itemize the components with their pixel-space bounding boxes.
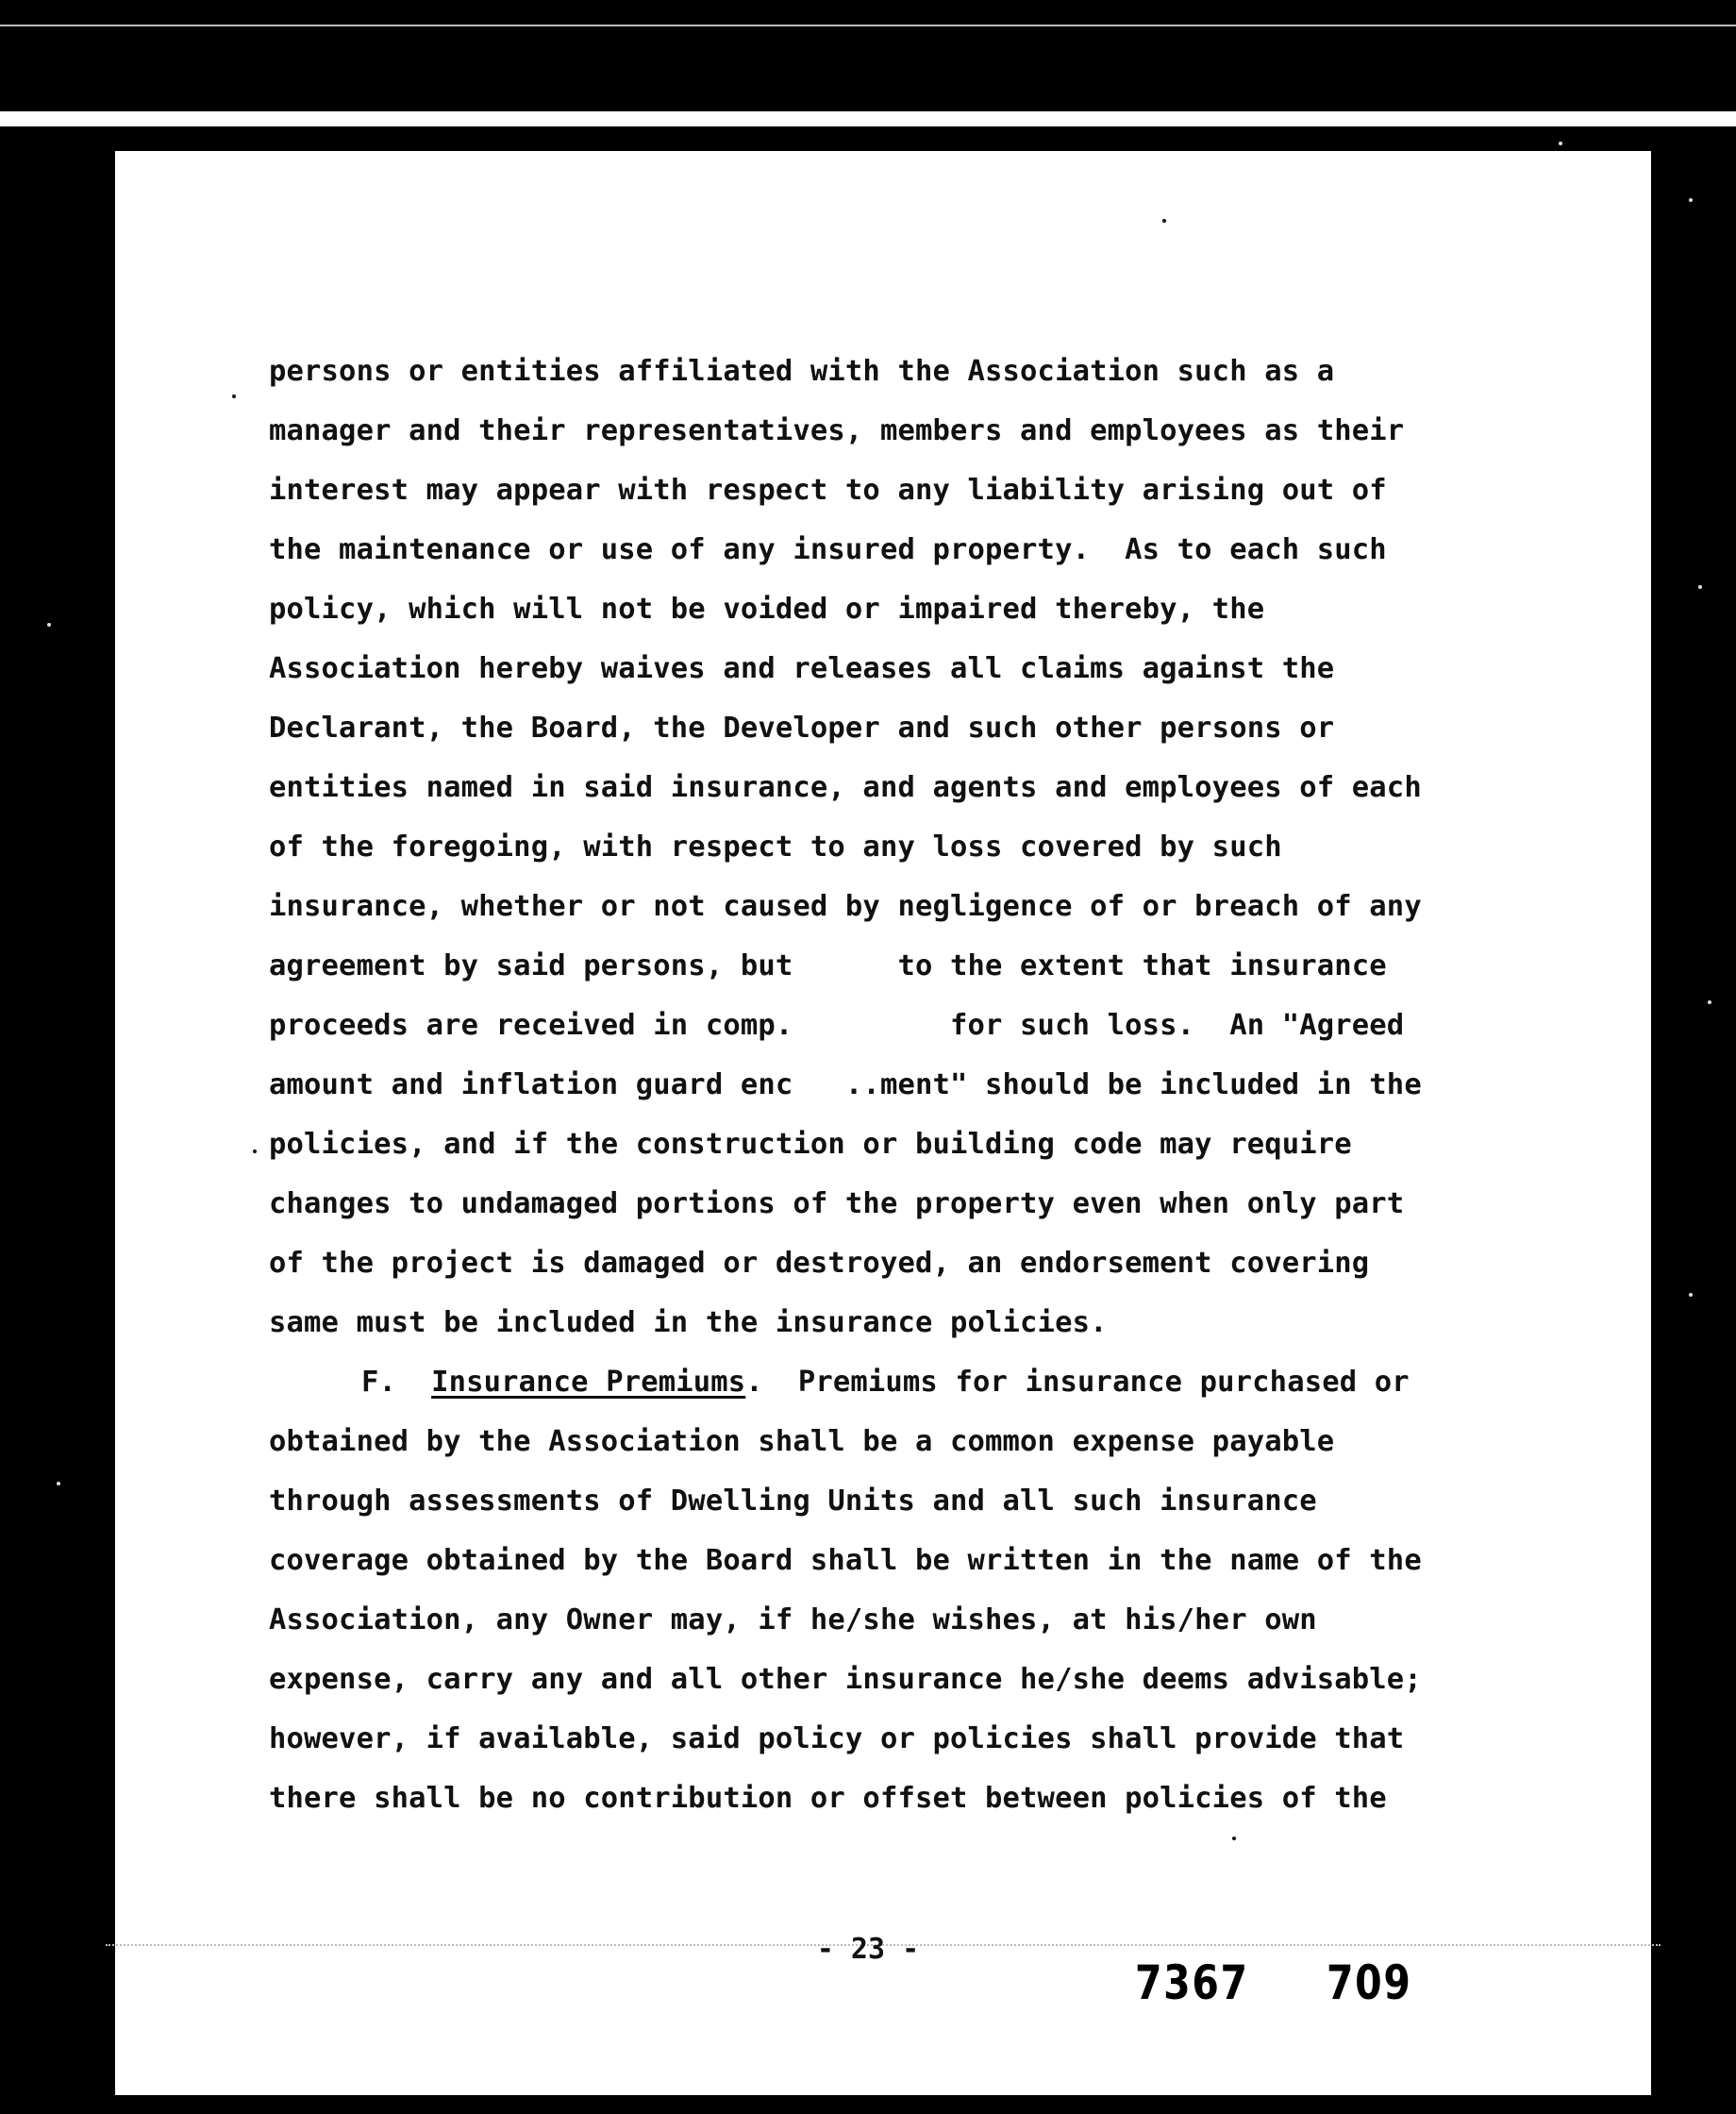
text-line: the maintenance or use of any insured property. As to each such <box>269 533 1387 566</box>
recording-page-number: 709 <box>1327 1955 1412 2010</box>
text-line: of the foregoing, with respect to any loss covered by such <box>269 830 1282 864</box>
text-line: same must be included in the insurance policies. <box>269 1306 1108 1339</box>
text-line: policies, and if the construction or building code may require <box>269 1128 1352 1161</box>
text-line: Association, any Owner may, if he/she wishes, at his/her own <box>269 1603 1317 1636</box>
text-line: interest may appear with respect to any liability arising out of <box>269 474 1387 507</box>
section-heading-punct: . <box>745 1366 763 1399</box>
text-line: manager and their representatives, members and employees as their <box>269 414 1405 447</box>
text-line: of the project is damaged or destroyed, an endorsement covering <box>269 1247 1370 1280</box>
text-line: changes to undamaged portions of the property even when only part <box>269 1187 1405 1220</box>
scan-speck <box>253 1149 257 1153</box>
text-line: amount and inflation guard enc ..ment" should be included in the <box>269 1068 1422 1101</box>
scan-speck <box>1708 1000 1711 1004</box>
section-letter: F. <box>361 1366 397 1399</box>
text-line: policy, which will not be voided or impaired thereby, the <box>269 593 1265 626</box>
scan-border-top <box>0 0 1736 121</box>
scan-speck <box>1232 1837 1236 1840</box>
section-heading-line <box>269 1352 1495 1412</box>
scan-speck <box>1689 1293 1693 1297</box>
text-line: agreement by said persons, but to the extent that insurance <box>269 949 1387 982</box>
text-line: Declarant, the Board, the Developer and such other persons or <box>269 712 1335 745</box>
section-first-line: Premiums for insurance purchased or <box>762 1366 1410 1399</box>
scan-speck <box>232 394 236 398</box>
text-line: proceeds are received in comp. for such loss. An "Agreed <box>269 1009 1405 1042</box>
scan-speck <box>1559 142 1562 145</box>
scan-strip <box>0 111 1736 126</box>
page-number: - 23 - <box>816 1933 920 1966</box>
text-line: expense, carry any and all other insurance he/she deems advisable; <box>269 1663 1422 1696</box>
scan-speck <box>47 623 51 627</box>
scan-speck <box>1689 198 1693 202</box>
scan-speck <box>57 1482 60 1485</box>
scan-rule <box>0 25 1736 26</box>
text-line: obtained by the Association shall be a common expense payable <box>269 1425 1335 1458</box>
scan-speck <box>1162 219 1166 223</box>
section-heading: Insurance Premiums <box>431 1366 746 1399</box>
text-line: coverage obtained by the Board shall be written in the name of the <box>269 1544 1422 1577</box>
text-line: insurance, whether or not caused by negligence of or breach of any <box>269 890 1422 923</box>
scan-speck <box>1698 585 1702 589</box>
text-line: there shall be no contribution or offset between policies of the <box>269 1782 1387 1815</box>
body-text <box>269 342 1495 1828</box>
recording-book-number: 7367 <box>1135 1955 1249 2010</box>
text-line: entities named in said insurance, and agents and employees of each <box>269 771 1422 804</box>
text-line: Association hereby waives and releases all claims against the <box>269 652 1335 685</box>
text-line: however, if available, said policy or policies shall provide that <box>269 1722 1405 1755</box>
text-line: through assessments of Dwelling Units and all such insurance <box>269 1485 1317 1518</box>
text-line: persons or entities affiliated with the Association such as a <box>269 355 1335 388</box>
